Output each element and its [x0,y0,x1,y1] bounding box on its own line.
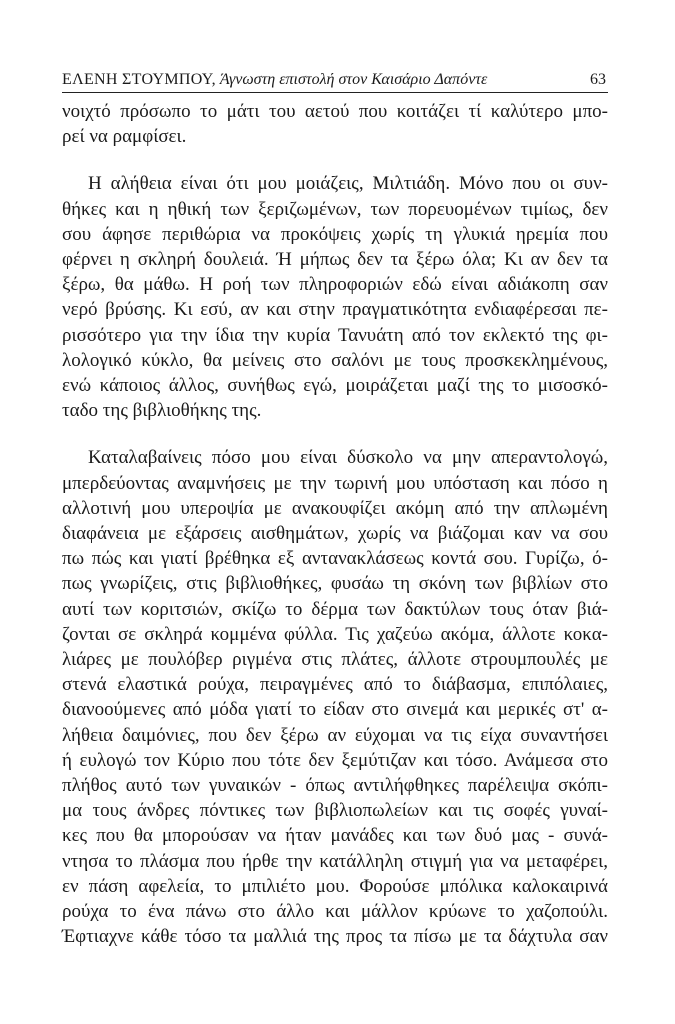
text-line: Καταλαβαίνεις πόσο μου είναι δύσκολο να μην απεραντολογώ, [88,447,608,469]
text-line: μα τους άνδρες πόντικες των βιβλιοπωλείων και τις σοφές γυναί- [62,800,608,822]
page-number: 63 [590,71,606,88]
text-line: ξέρω, θα μάθω. Η ροή των πληροφοριών εδώ είναι αδιάκοπη σαν [62,274,608,296]
text-line: νερό βρύσης. Κι εσύ, αν και στην πραγματικότητα ενδιαφέρεσαι πε- [62,299,608,321]
text-line: πως γνωρίζεις, στις βιβλιοθήκες, φυσάω τη σκόνη των βιβλίων στο [62,573,608,595]
paragraph [62,445,608,949]
text-line: λολογικό κύκλο, θα μείνεις στο σαλόνι με τους προσκεκλημένους, [62,349,608,371]
text-line: διαφάνεια με εξάρσεις αισθημάτων, χωρίς να βιάζομαι καν να σου [62,523,608,545]
running-head-author: ΕΛΕΝΗ ΣΤΟΥΜΠΟΥ, [62,71,216,88]
text-line: νοιχτό πρόσωπο το μάτι του αετού που κοιτάζει τί καλύτερο μπο- [62,101,608,122]
text-line: αυτί των κοριτσιών, σκίζω το δέρμα των δακτύλων τους όταν βιά- [62,598,608,620]
text-line: ρισσότερο για την ίδια την κυρία Τανυάτη από τον εκλεκτό της φι- [62,324,608,346]
text-line: ρεί να ραμφίσει. [62,126,187,148]
text-line: πω πώς και γιατί βρέθηκα εξ αντανακλάσεως κοντά σου. Γυρίζω, ό- [62,548,608,570]
text-line: στενά ελαστικά ρούχα, πειραγμένες από το διάβασμα, επιπόλαιες, [62,674,608,696]
running-head [62,70,608,93]
text-line: Η αλήθεια είναι ότι μου μοιάζεις, Μιλτιάδη. Μόνο που οι συν- [88,173,608,195]
text-line: ρούχα το ένα πάνω στο άλλο και μάλλον κρύωνε το χαζοπούλι. [62,901,608,923]
text-line: λιάρες με πουλόβερ ριγμένα στις πλάτες, άλλοτε στρουμπουλές με [62,649,608,671]
text-line: λήθεια δαιμόνιες, που δεν ξέρω αν εύχομαι να τις είχα συναντήσει [62,724,608,746]
text-line: ή ευλογώ τον Κύριο που τότε δεν ξεμύτιζαν και τόσο. Ανάμεσα στο [62,749,608,771]
body-text [62,99,608,950]
text-line: ενώ κάποιος άλλος, συνήθως εγώ, μοιράζεται μαζί της το μισοσκό- [62,375,608,397]
text-line: Έφτιαχνε κάθε τόσο τα μαλλιά της προς τα πίσω με τα δάχτυλα σαν [62,926,608,948]
text-line: κες που θα μπορούσαν να ήταν μανάδες και των δυό μας - συνά- [62,825,608,847]
paragraph [62,99,608,149]
text-line: ταδο της βιβλιοθήκης της. [62,400,262,422]
text-line: πλήθος αυτό των γυναικών - όπως αντιλήφθηκες παρέλειψα σκόπι- [62,775,608,797]
text-line: ντησα το πλάσμα που ήρθε την κατάλληλη στιγμή για να μεταφέρει, [62,850,608,872]
text-line: διανοούμενες από μόδα γιατί το είδαν στο σινεμά και μερικές στ' α- [62,699,608,721]
text-line: μπερδεύοντας αναμνήσεις με την τωρινή μου υπόσταση και πόσο η [62,472,608,494]
text-line: αλλοτινή μου υπεροψία με ανακουφίζει ακόμη από την απλωμένη [62,497,608,519]
running-head-title: Άγνωστη επιστολή στον Καισάριο Δαπόντε [219,71,488,88]
text-line: θήκες και η ηθική των ξεριζωμένων, των πορευομένων τιμίως, δεν [62,198,608,220]
text-line: εν πάση αφελεία, το μπιλιέτο μου. Φορούσε μπόλικα καλοκαιρινά [62,875,608,897]
text-line: σου άφησε περιθώρια να προκόψεις χωρίς τη γλυκιά ηρεμία που [62,223,608,245]
paragraph [62,171,608,423]
text-line: ζονται σε σκληρά κομμένα φύλλα. Τις χαζεύω ακόμα, άλλοτε κοκα- [62,623,608,645]
text-line: φέρνει η σκληρή δουλειά. Ή μήπως δεν τα ξέρω όλα; Κι αν δεν τα [62,249,608,271]
